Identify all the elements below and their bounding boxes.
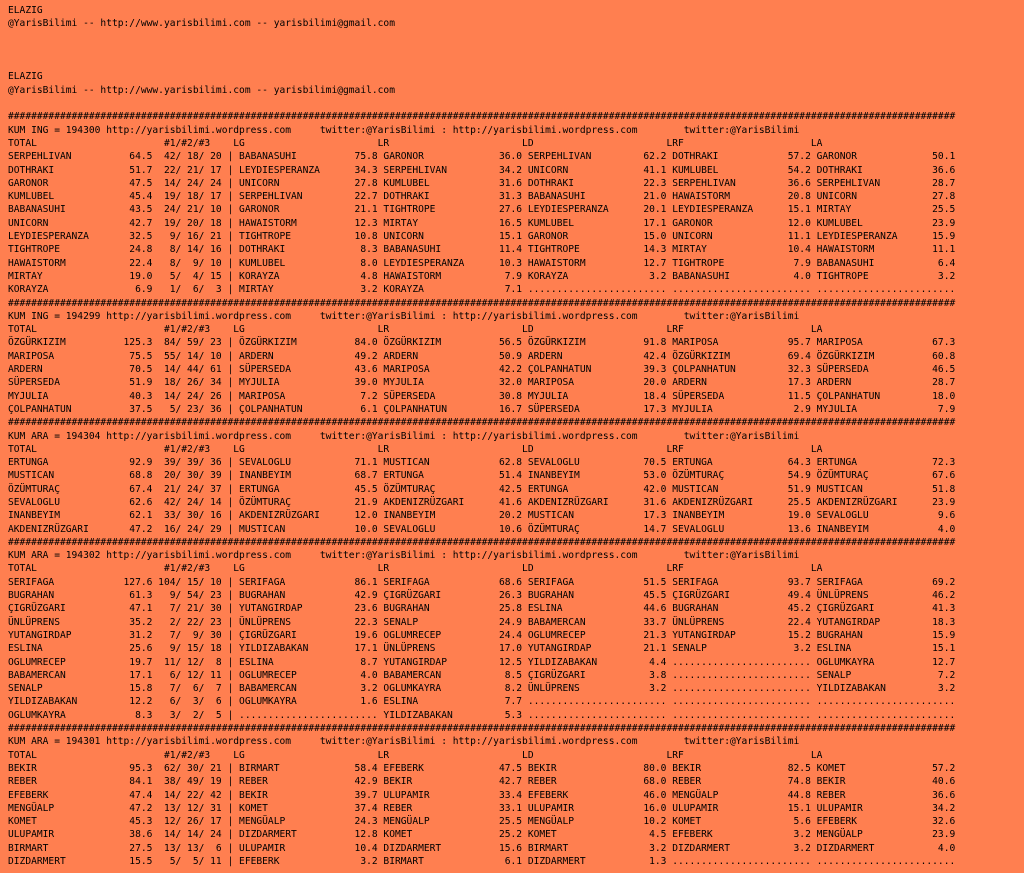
report-line: BEKIR 95.3 62/ 30/ 21 | BIRMART 58.4 EFEBERK 47.5 BEKIR 80.0 BEKIR 82.5 KOMET 57.2 [8,762,956,774]
report-line: TOTAL #1/#2/#3 LG LR LD LRF LA [8,443,823,455]
report-line: UNICORN 42.7 19/ 20/ 18 | HAWAISTORM 12.3 MIRTAY 16.5 KUMLUBEL 17.1 GARONOR 12.0 KUMLUBEL 23.9 [8,217,956,229]
report-line [8,44,1018,57]
report-line: ÖZÜMTURAÇ 67.4 21/ 24/ 37 | ERTUNGA 45.5 ÖZÜMTURAÇ 42.5 ERTUNGA 42.0 MUSTICAN 51.9 MUSTICAN 51.8 [8,483,956,495]
report-line: BABANASUHI 43.5 24/ 21/ 10 | GARONOR 21.1 TIGHTROPE 27.6 LEYDIESPERANZA 20.1 LEYDIESPERANZA 15.1 MIRTAY 25.5 [8,204,956,216]
report-line: ERTUNGA 92.9 39/ 39/ 36 | SEVALOGLU 71.1 MUSTICAN 62.8 SEVALOGLU 70.5 ERTUNGA 64.3 ERTUNGA 72.3 [8,457,956,469]
report-line: ÖZGÜRKIZIM 125.3 84/ 59/ 23 | ÖZGÜRKIZIM 84.0 ÖZGÜRKIZIM 56.5 ÖZGÜRKIZIM 91.8 MARIPOSA 95.7 MARIPOSA 67.3 [8,337,956,349]
report-line [8,97,1018,110]
report-line: #################################################################################################################################################################### [8,417,956,429]
report-line: BABAMERCAN 17.1 6/ 12/ 11 | OGLUMRECEP 4.0 BABAMERCAN 8.5 ÇIGRÜZGARI 3.8 ........................ SENALP 7.2 [8,669,956,681]
report-line: #################################################################################################################################################################### [8,723,956,735]
report-line: SERPEHLIVAN 64.5 42/ 18/ 20 | BABANASUHI 75.8 GARONOR 36.0 SERPEHLIVAN 62.2 DOTHRAKI 57.2 GARONOR 50.1 [8,151,956,163]
report-line: ESLINA 25.6 9/ 15/ 18 | YILDIZABAKAN 17.1 ÜNLÜPRENS 17.0 YUTANGIRDAP 21.1 SENALP 3.2 ESLINA 15.1 [8,643,956,655]
report-line: YILDIZABAKAN 12.2 6/ 3/ 6 | OGLUMKAYRA 1.6 ESLINA 7.7 ........................ ........................ ........................ [8,696,956,708]
report-line: BUGRAHAN 61.3 9/ 54/ 23 | BUGRAHAN 42.9 ÇIGRÜZGARI 26.3 BUGRAHAN 45.5 ÇIGRÜZGARI 49.4 ÜNLÜPRENS 46.2 [8,590,956,602]
report-line: GARONOR 47.5 14/ 24/ 24 | UNICORN 27.8 KUMLUBEL 31.6 DOTHRAKI 22.3 SERPEHLIVAN 36.6 SERPEHLIVAN 28.7 [8,177,956,189]
report-line: ÇIGRÜZGARI 47.1 7/ 21/ 30 | YUTANGIRDAP 23.6 BUGRAHAN 25.8 ESLINA 44.6 BUGRAHAN 45.2 ÇIGRÜZGARI 41.3 [8,603,956,615]
report-line: SENALP 15.8 7/ 6/ 7 | BABAMERCAN 3.2 OGLUMKAYRA 8.2 ÜNLÜPRENS 3.2 ........................ YILDIZABAKAN 3.2 [8,683,956,695]
report-line: #################################################################################################################################################################### [8,297,956,309]
report-line: BIRMART 27.5 13/ 13/ 6 | ULUPAMIR 10.4 DIZDARMERT 15.6 BIRMART 3.2 DIZDARMERT 3.2 DIZDARMERT 4.0 [8,842,956,854]
report-line: KOMET 45.3 12/ 26/ 17 | MENGÜALP 24.3 MENGÜALP 25.5 MENGÜALP 10.2 KOMET 5.6 EFEBERK 32.6 [8,816,956,828]
report-text [8,4,1018,868]
report-line: DIZDARMERT 15.5 5/ 5/ 11 | EFEBERK 3.2 BIRMART 6.1 DIZDARMERT 1.3 ........................ ........................ [8,856,956,867]
report-line: TIGHTROPE 24.8 8/ 14/ 16 | DOTHRAKI 8.3 BABANASUHI 11.4 TIGHTROPE 14.3 MIRTAY 10.4 HAWAISTORM 11.1 [8,244,956,256]
report-line: KUM ARA = 194302 http://yarisbilimi.wordpress.com twitter:@YarisBilimi : http://yarisbilimi.wordpress.com twitter:@YarisBilimi [8,550,800,562]
report-line: #################################################################################################################################################################### [8,536,956,548]
report-line: TOTAL #1/#2/#3 LG LR LD LRF LA [8,563,823,575]
report-line: MYJULIA 40.3 14/ 24/ 26 | MARIPOSA 7.2 SÜPERSEDA 30.8 MYJULIA 18.4 SÜPERSEDA 11.5 ÇOLPANHATUN 18.0 [8,390,956,402]
report-line: DOTHRAKI 51.7 22/ 21/ 17 | LEYDIESPERANZA 34.3 SERPEHLIVAN 34.2 UNICORN 41.1 KUMLUBEL 54.2 DOTHRAKI 36.6 [8,164,956,176]
report-line: ARDERN 70.5 14/ 44/ 61 | SÜPERSEDA 43.6 MARIPOSA 42.2 ÇOLPANHATUN 39.3 ÇOLPANHATUN 32.3 SÜPERSEDA 46.5 [8,364,956,376]
report-line: KUM ING = 194300 http://yarisbilimi.wordpress.com twitter:@YarisBilimi : http://yarisbilimi.wordpress.com twitter:@YarisBilimi [8,124,800,136]
report-line: INANBEYIM 62.1 33/ 30/ 16 | AKDENIZRÜZGARI 12.0 INANBEYIM 20.2 MUSTICAN 17.3 INANBEYIM 19.0 SEVALOGLU 9.6 [8,510,956,522]
report-line: EFEBERK 47.4 14/ 22/ 42 | BEKIR 39.7 ULUPAMIR 33.4 EFEBERK 46.0 MENGÜALP 44.8 REBER 36.6 [8,789,956,801]
report-line: LEYDIESPERANZA 32.5 9/ 16/ 21 | TIGHTROPE 10.8 UNICORN 15.1 GARONOR 15.0 UNICORN 11.1 LEYDIESPERANZA 15.9 [8,231,956,243]
report-line: @YarisBilimi -- http://www.yarisbilimi.com -- yarisbilimi@gmail.com [8,84,395,96]
report-line: SERIFAGA 127.6 104/ 15/ 10 | SERIFAGA 86.1 SERIFAGA 68.6 SERIFAGA 51.5 SERIFAGA 93.7 SERIFAGA 69.2 [8,576,956,588]
report-line: SÜPERSEDA 51.9 18/ 26/ 34 | MYJULIA 39.0 MYJULIA 32.0 MARIPOSA 20.0 ARDERN 17.3 ARDERN 28.7 [8,377,956,389]
report-line: KUMLUBEL 45.4 19/ 18/ 17 | SERPEHLIVAN 22.7 DOTHRAKI 31.3 BABANASUHI 21.0 HAWAISTORM 20.8 UNICORN 27.8 [8,191,956,203]
report-line: #################################################################################################################################################################### [8,111,956,123]
report-line: ÜNLÜPRENS 35.2 2/ 22/ 23 | ÜNLÜPRENS 22.3 SENALP 24.9 BABAMERCAN 33.7 ÜNLÜPRENS 22.4 YUTANGIRDAP 18.3 [8,616,956,628]
report-line: KORAYZA 6.9 1/ 6/ 3 | MIRTAY 3.2 KORAYZA 7.1 ........................ ........................ ........................ [8,284,956,296]
report-line: MARIPOSA 75.5 55/ 14/ 10 | ARDERN 49.2 ARDERN 50.9 ARDERN 42.4 ÖZGÜRKIZIM 69.4 ÖZGÜRKIZIM 60.8 [8,350,956,362]
report-line: MIRTAY 19.0 5/ 4/ 15 | KORAYZA 4.8 HAWAISTORM 7.9 KORAYZA 3.2 BABANASUHI 4.0 TIGHTROPE 3.2 [8,270,956,282]
report-line: OGLUMRECEP 19.7 11/ 12/ 8 | ESLINA 8.7 YUTANGIRDAP 12.5 YILDIZABAKAN 4.4 ........................ OGLUMKAYRA 12.7 [8,656,956,668]
report-line: @YarisBilimi -- http://www.yarisbilimi.com -- yarisbilimi@gmail.com [8,18,395,30]
report-line: AKDENIZRÜZGARI 47.2 16/ 24/ 29 | MUSTICAN 10.0 SEVALOGLU 10.6 ÖZÜMTURAÇ 14.7 SEVALOGLU 13.6 INANBEYIM 4.0 [8,523,956,535]
report-line: TOTAL #1/#2/#3 LG LR LD LRF LA [8,749,823,761]
report-line: YUTANGIRDAP 31.2 7/ 9/ 30 | ÇIGRÜZGARI 19.6 OGLUMRECEP 24.4 OGLUMRECEP 21.3 YUTANGIRDAP 15.2 BUGRAHAN 15.9 [8,629,956,641]
report-line: TOTAL #1/#2/#3 LG LR LD LRF LA [8,137,823,149]
report-line: KUM ARA = 194304 http://yarisbilimi.wordpress.com twitter:@YarisBilimi : http://yarisbilimi.wordpress.com twitter:@YarisBilimi [8,430,800,442]
report-line: ULUPAMIR 38.6 14/ 14/ 24 | DIZDARMERT 12.8 KOMET 25.2 KOMET 4.5 EFEBERK 3.2 MENGÜALP 23.9 [8,829,956,841]
report-line: ELAZIG [8,71,43,83]
report-line: MENGÜALP 47.2 13/ 12/ 31 | KOMET 37.4 REBER 33.1 ULUPAMIR 16.0 ULUPAMIR 15.1 ULUPAMIR 34.2 [8,802,956,814]
report-line: OGLUMKAYRA 8.3 3/ 2/ 5 | ........................ YILDIZABAKAN 5.3 ........................ ........................ ........................ [8,709,956,721]
report-line: KUM ARA = 194301 http://yarisbilimi.wordpress.com twitter:@YarisBilimi : http://yarisbilimi.wordpress.com twitter:@YarisBilimi [8,736,800,748]
report-line [8,57,1018,70]
report-line: TOTAL #1/#2/#3 LG LR LD LRF LA [8,324,823,336]
report-line: ÇOLPANHATUN 37.5 5/ 23/ 36 | ÇOLPANHATUN 6.1 ÇOLPANHATUN 16.7 SÜPERSEDA 17.3 MYJULIA 2.9 MYJULIA 7.9 [8,403,956,415]
report-line: ELAZIG [8,5,43,16]
report-line: SEVALOGLU 62.6 42/ 24/ 14 | ÖZÜMTURAÇ 21.9 AKDENIZRÜZGARI 41.6 AKDENIZRÜZGARI 31.6 AKDENIZRÜZGARI 25.5 AKDENIZRÜZGARI 23.9 [8,496,956,508]
report-line: REBER 84.1 38/ 49/ 19 | REBER 42.9 BEKIR 42.7 REBER 68.0 REBER 74.8 BEKIR 40.6 [8,776,956,788]
report-line: KUM ING = 194299 http://yarisbilimi.wordpress.com twitter:@YarisBilimi : http://yarisbilimi.wordpress.com twitter:@YarisBilimi [8,310,800,322]
report-line: HAWAISTORM 22.4 8/ 9/ 10 | KUMLUBEL 8.0 LEYDIESPERANZA 10.3 HAWAISTORM 12.7 TIGHTROPE 7.9 BABANASUHI 6.4 [8,257,956,269]
report-line: MUSTICAN 68.8 20/ 30/ 39 | INANBEYIM 68.7 ERTUNGA 51.4 INANBEYIM 53.0 ÖZÜMTURAÇ 54.9 ÖZÜMTURAÇ 67.6 [8,470,956,482]
report-line [8,31,1018,44]
